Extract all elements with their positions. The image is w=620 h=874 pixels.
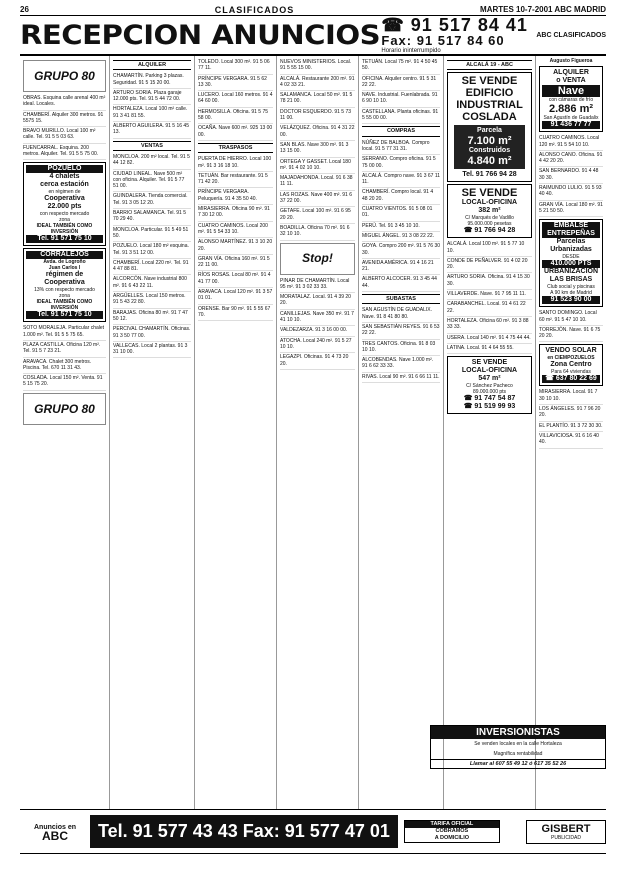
inversionistas-ad <box>430 725 606 769</box>
ad-line: A 90 km de Madrid <box>550 290 592 297</box>
ad-phone: ☎ 91 747 54 87 <box>463 395 516 403</box>
list-item: CHAMARTÍN. Parking 3 plazas. Seguridad. 91 5 15 20 00. <box>113 72 191 89</box>
list-item: ALBERTO AGUILERA. 91 5 16 45 13. <box>113 122 191 139</box>
list-item: RAIMUNDO LULIO. 91 5 93 40 40. <box>539 184 603 201</box>
ad-list <box>23 324 106 390</box>
list-item: PRÍNCIPE VERGARA. 91 5 62 13 30. <box>198 75 273 92</box>
section-heading: VENTAS <box>113 141 191 151</box>
list-item: MONCLOA. Particular. 91 5 49 51 50. <box>113 226 191 243</box>
corralejos-ad <box>23 248 106 322</box>
list-item: CARABANCHEL. Local. 91 4 61 22 22. <box>447 300 532 317</box>
list-item: CHAMBERÍ. Alquiler 300 metros. 91 5575 15. <box>23 111 106 128</box>
list-item: NUEVOS MINISTERIOS. Local. 91 5 55 15 00. <box>280 58 355 75</box>
ad-line: Club social y piscinas <box>547 284 595 291</box>
list-item: VELÁZQUEZ. Oficina. 91 4 31 22 00. <box>280 124 355 141</box>
footer-abc-logo: ABC <box>42 828 68 843</box>
list-item: BOADILLA. Oficina 70 m². 91 6 32 10 10. <box>280 224 355 241</box>
local-oficina-ad <box>447 184 532 238</box>
list-item: PUERTA DE HIERRO. Local 100 m². 91 3 16 18 10. <box>198 155 273 172</box>
list-item: HERMOSILLA. Oficina. 91 5 75 58 00. <box>198 108 273 125</box>
section-heading: ALCALÁ 19 - ABC <box>447 60 532 70</box>
list-item: CUATRO CAMINOS. Local 200 m². 91 5 54 33 10. <box>198 222 273 239</box>
ad-line: IDEAL TAMBIÉN COMO INVERSIÓN <box>36 299 93 312</box>
list-item: HORTALEZA. Local 100 m² calle. 91 3 41 81 55. <box>113 105 191 122</box>
abc-logo: ABC CLASIFICADOS <box>536 31 606 39</box>
list-item: ORENSE. Bar 90 m². 91 5 55 67 70. <box>198 305 273 322</box>
list-item: PLAZA CASTILLA. Oficina 120 m². Tel. 91 5 7 23 21. <box>23 341 106 358</box>
list-item: VILLAVICIOSA. 91 6 16 40 40. <box>539 432 603 449</box>
stop-logo: Stop! <box>280 243 355 275</box>
tarifa-title: TARIFA OFICIAL <box>405 821 499 828</box>
ad-detail-box <box>454 125 525 169</box>
footer-tarifa <box>404 820 500 843</box>
ad-line: IDEAL TAMBIÉN COMO INVERSIÓN <box>36 223 93 236</box>
list-item: CHAMBERÍ. Local 220 m². Tel. 91 4 47 88 81. <box>113 259 191 276</box>
ad-line: 4.840 m² <box>467 155 512 168</box>
list-item: MAJADAHONDA. Local. 91 6 38 11 11. <box>280 174 355 191</box>
inversionistas-line: Magnífica rentabilidad <box>493 751 543 757</box>
masthead <box>20 16 606 56</box>
list-item: SAN SEBASTIÁN REYES. 91 6 53 22 22. <box>362 323 440 340</box>
ad-line: C/ Sánchez Pacheco <box>466 383 513 390</box>
ad-line: Augusto Figueroa <box>549 58 593 64</box>
alquiler-nave-ad <box>539 66 603 132</box>
section-heading: COMPRAS <box>362 126 440 136</box>
footer-phone-fax: Tel. 91 577 43 43 Fax: 91 577 47 01 <box>90 815 398 848</box>
list-item: VILLAVERDE. Nave. 91 7 95 11 11. <box>447 290 532 300</box>
corralejos-title: CORRALEJOS <box>26 251 103 259</box>
ad-line: con cámaras de frío <box>548 97 594 104</box>
ad-line: COSLADA <box>462 111 517 124</box>
list-item: RÍOS ROSAS. Local 80 m². 91 4 41 77 00. <box>198 271 273 288</box>
list-item: CUATRO CAMINOS. Local 120 m². 91 5 54 10 10. <box>539 134 603 151</box>
list-item: PINAR DE CHAMARTÍN. Local 95 m². 91 3 02 33 33. <box>280 277 355 294</box>
ad-line: DESDE <box>562 254 580 261</box>
column-3 <box>195 56 277 809</box>
ad-line: 382 m² <box>478 207 501 215</box>
list-item: ALCALÁ. Compro nave. 91 3 67 11 11. <box>362 172 440 189</box>
ad-line: Avda. de Logroño <box>43 259 86 266</box>
ad-phone: ☎ 637 80 22 69 <box>542 375 600 383</box>
list-item: TOLEDO. Local 300 m². 91 5 06 77 11. <box>198 58 273 75</box>
column-2 <box>110 56 195 809</box>
list-item: PERCIVAL CHAMARTÍN. Oficinas. 91 3 50 77 00. <box>113 325 191 342</box>
inversionistas-title: INVERSIONISTAS <box>431 726 605 739</box>
list-item: ATOCHA. Local 240 m². 91 5 27 10 10. <box>280 337 355 354</box>
classifieds-columns <box>20 56 606 810</box>
list-item: ALONSO CANO. Oficina. 91 4 42 20 20. <box>539 151 603 168</box>
footer-label: Anuncios en <box>33 823 76 831</box>
ad-line: cerca estación <box>40 181 89 189</box>
ad-phone: Tel. 91 571 75 10 <box>26 235 103 243</box>
list-item: ARTURO SORIA. Plaza garaje 12.000 pts. Tel. 91 5 44 72 00. <box>113 89 191 106</box>
list-item: LATINA. Local. 91 4 64 55 55. <box>447 344 532 354</box>
list-item: MIRASIERRA. Oficina 90 m². 91 7 30 12 00. <box>198 205 273 222</box>
ad-phone: Tel. 91 766 94 28 <box>462 171 517 179</box>
inversionistas-phone: Llamar al 607 55 49 12 ó 617 35 52 26 <box>431 759 605 768</box>
list-item: GOYA. Compro 200 m². 91 5 76 30 30. <box>362 242 440 259</box>
ad-line: en régimen de <box>48 189 81 196</box>
grupo80-logo: GRUPO 80 <box>23 393 106 425</box>
ad-line: Urbanizadas <box>550 246 592 254</box>
ad-line: Juan Carlos I <box>48 265 81 272</box>
ad-phone: Tel. 91 571 75 10 <box>26 311 103 319</box>
ad-line: Cooperativa <box>44 195 85 203</box>
list-item: SOTO MORALEJA. Particular chalet 1.000 m². Tel. 91 5 5 75 65. <box>23 324 106 341</box>
section-heading: TRASPASOS <box>198 143 273 153</box>
ad-phone: ☎ 91 519 99 93 <box>463 403 516 411</box>
list-item: GETAFE. Local 100 m². 91 6 95 20 20. <box>280 207 355 224</box>
list-item: VALDEZARZA. 91 3 16 00 00. <box>280 326 355 336</box>
column-7 <box>536 56 606 809</box>
pozuelo-title: POZUELO <box>26 165 103 173</box>
list-item: MORATALAZ. Local. 91 4 39 20 20. <box>280 293 355 310</box>
list-item: MIRASIERRA. Local. 91 7 30 10 10. <box>539 388 603 405</box>
ad-phone: ☎ 91 766 94 28 <box>463 227 516 235</box>
list-item: LUCERO. Local 160 metros. 91 4 64 60 00. <box>198 91 273 108</box>
ad-line: SE VENDE <box>471 359 508 367</box>
gisbert-name: GISBERT <box>541 822 591 835</box>
list-item: PRÍNCIPE VERGARA. Peluquería. 91 4 35 50 40. <box>198 188 273 205</box>
masthead-phones <box>381 16 528 55</box>
list-item: SALAMANCA. Local 50 m². 91 5 78 21 00. <box>280 91 355 108</box>
ad-line: LOCAL-OFICINA <box>461 367 518 375</box>
ad-line: Parcela <box>477 127 502 135</box>
list-item: ARTURO SORIA. Oficina. 91 4 15 30 30. <box>447 273 532 290</box>
inversionistas-sub: Se venden locales en la calle Hortaleza <box>474 741 562 747</box>
ad-line: Para 64 viviendas <box>551 369 591 376</box>
list-item: EL PLANTÍO. 91 3 72 30 30. <box>539 422 603 432</box>
section-title: CLASIFICADOS <box>214 4 295 15</box>
ad-line: en CIEMPOZUELOS <box>547 355 595 362</box>
list-item: CHAMBERÍ. Compro local. 91 4 48 20 20. <box>362 188 440 205</box>
list-item: HORTALEZA. Oficina 60 m². 91 3 88 33 33. <box>447 317 532 334</box>
list-item: ARGÜELLES. Local 150 metros. 91 5 43 22 80. <box>113 292 191 309</box>
column-4 <box>277 56 359 809</box>
list-item: ALCALÁ. Local 100 m². 91 5 77 10 10. <box>447 240 532 257</box>
local-oficina-ad-2 <box>447 356 532 414</box>
ad-line: 89.000.000 pts <box>472 389 507 396</box>
ad-line: URBANIZACIÓN <box>543 268 599 276</box>
list-item: CASTELLANA. Planta oficinas. 91 5 55 00 00. <box>362 108 440 125</box>
list-item: ARAVACA. Chalet 300 metros. Piscina. Tel. 670 11 31 43. <box>23 358 106 375</box>
column-6 <box>444 56 536 809</box>
ad-line: ALQUILER <box>553 69 589 77</box>
ad-phone: 91 436 77 77 <box>542 121 600 129</box>
ad-line: 410.000 PTS <box>542 260 600 268</box>
list-item: COSLADA. Local 150 m². Venta. 91 5 15 75 20. <box>23 374 106 391</box>
ad-line: zona <box>59 293 70 300</box>
list-item: OBRAS. Esquina calle arenal 400 m² ideal. Locales. <box>23 94 106 111</box>
solar-ad <box>539 344 603 386</box>
ad-line: LOCAL-OFICINA <box>461 199 518 207</box>
masthead-title: RECEPCION ANUNCIOS <box>20 19 381 51</box>
list-item: ALCALÁ. Restaurante 200 m². 91 4 02 33 21. <box>280 75 355 92</box>
list-item: TORREJÓN. Nave. 91 6 75 20 20. <box>539 326 603 343</box>
list-item: LOS ÁNGELES. 91 7 96 20 20. <box>539 405 603 422</box>
edificio-industrial-ad <box>447 72 532 182</box>
list-item: DOCTOR ESQUERDO. 91 5 73 11 00. <box>280 108 355 125</box>
list-item: TRES CANTOS. Oficina. 91 8 03 10 10. <box>362 340 440 357</box>
list-item: LEGAZPI. Oficinas. 91 4 73 20 20. <box>280 353 355 370</box>
ad-line: zona <box>59 217 70 224</box>
list-item: BRAVO MURILLO. Local 100 m² calle. Tel. 91 5 5 03 63. <box>23 127 106 144</box>
ad-line: San Agustín de Guadalix <box>543 115 599 122</box>
ad-line: ENTREPEÑAS <box>542 230 600 238</box>
list-item: POZUELO. Local 180 m² esquina. Tel. 91 3 51 12 00. <box>113 242 191 259</box>
ad-line: EMBALSE <box>542 222 600 230</box>
ad-line: Parcelas <box>556 238 586 246</box>
list-item: LAS ROZAS. Nave 400 m². 91 6 37 22 00. <box>280 191 355 208</box>
list-item: MONCLOA. 200 m² local. Tel. 91 5 44 12 82. <box>113 153 191 170</box>
list-item: BARAJAS. Oficina 80 m². 91 7 47 50 12. <box>113 309 191 326</box>
section-heading: SUBASTAS <box>362 294 440 304</box>
ad-line: 7.100 m² <box>467 135 512 148</box>
list-item: AVENIDA AMÉRICA. 91 4 16 21 21. <box>362 259 440 276</box>
phone-note: Horario ininterrumpido <box>381 48 441 55</box>
list-item: CIUDAD LINEAL. Nave 500 m² con oficina. Alquiler. Tel. 91 5 77 51 00. <box>113 170 191 193</box>
list-item: BARRIO SALAMANCA. Tel. 91 5 70 29 40. <box>113 209 191 226</box>
page-number: 26 <box>20 5 29 14</box>
list-item: GUINDALERA. Tienda comercial. Tel. 91 3 05 12 20. <box>113 192 191 209</box>
list-item: RIVAS. Local 90 m². 91 6 66 11 11. <box>362 373 440 383</box>
page-date: MARTES 10-7-2001 ABC MADRID <box>480 5 606 14</box>
ad-line: 4 chalets <box>49 173 80 181</box>
ad-line: con respecto mercado <box>39 211 90 218</box>
list-item: OFICINA. Alquiler centro. 91 5 31 22 22. <box>362 75 440 92</box>
fax-number: Fax: 91 517 84 60 <box>381 33 505 49</box>
list-item: ALONSO MARTÍNEZ. 91 3 10 20 20. <box>198 238 273 255</box>
list-item: PERÚ. Tel. 91 3 45 10 10. <box>362 222 440 232</box>
ad-line: C/ Marqués de Vadillo <box>465 215 514 222</box>
ad-line: SE VENDE <box>461 187 518 200</box>
list-item: CONDE DE PEÑALVER. 91 4 02 20 20. <box>447 257 532 274</box>
grupo80-logo: GRUPO 80 <box>23 60 106 92</box>
ad-line: LAS BRISAS <box>549 276 593 284</box>
section-heading: ALQUILER <box>113 60 191 70</box>
ad-line: o VENTA <box>556 77 586 85</box>
pozuelo-ad <box>23 162 106 246</box>
gisbert-sub: PUBLICIDAD <box>550 834 581 841</box>
tarifa-line: A DOMICILIO <box>434 835 470 841</box>
list-item: VALLECAS. Local 2 plantas. 91 3 31 10 00. <box>113 342 191 359</box>
list-item: NÚÑEZ DE BALBOA. Compro local. 91 5 77 31 31. <box>362 139 440 156</box>
list-item: SAN BLAS. Nave 300 m². 91 3 13 15 00. <box>280 141 355 158</box>
ad-line: 547 m² <box>478 375 501 383</box>
ad-line: VENDO SOLAR <box>545 347 597 355</box>
list-item: NAVE. Industrial. Fuenlabrada. 91 6 90 10 10. <box>362 91 440 108</box>
list-item: OCAÑA. Nave 600 m². 925 13 00 00. <box>198 124 273 141</box>
list-item: ORTEGA Y GASSET. Local 180 m². 91 4 02 10 10. <box>280 158 355 175</box>
list-item: SAN AGUSTÍN DE GUADALIX. Nave. 91 8 41 80 80. <box>362 306 440 323</box>
list-item: CANILLEJAS. Nave 350 m². 91 7 41 10 10. <box>280 310 355 327</box>
footer-bar <box>20 810 606 854</box>
list-item: CUATRO VIENTOS. 91 5 08 01 01. <box>362 205 440 222</box>
list-item: ALBERTO ALCOCER. 91 3 45 44 44. <box>362 275 440 292</box>
ad-line: EDIFICIO <box>465 87 514 100</box>
list-item: TETUÁN. Local 75 m². 91 4 50 45 50. <box>362 58 440 75</box>
ad-line: 22.000 pts <box>47 203 82 211</box>
ad-line: régimen de Cooperativa <box>44 271 85 287</box>
list-item: GRAN VÍA. Local 180 m². 91 5 21 50 50. <box>539 201 603 218</box>
column-1 <box>20 56 110 809</box>
footer-abc-box <box>20 823 90 841</box>
ad-list <box>23 94 106 160</box>
list-item: TETUÁN. Bar restaurante. 91 5 71 42 20. <box>198 172 273 189</box>
column-5 <box>359 56 444 809</box>
phone-number: ☎ 91 517 84 41 <box>381 14 528 35</box>
list-item: GRAN VÍA. Oficina 160 m². 91 5 22 11 00. <box>198 255 273 272</box>
tarifa-line: COBRAMOS <box>435 828 469 834</box>
list-item: ARAVACA. Local 120 m². 91 3 57 01 01. <box>198 288 273 305</box>
entrepenas-ad <box>539 219 603 307</box>
ad-line: 95.000.000 pesetas <box>467 221 512 228</box>
list-item: ALCORCÓN. Nave industrial 800 m². 91 6 43 22 11. <box>113 275 191 292</box>
ad-line: 13% con respecto mercado <box>34 287 95 294</box>
ad-line: INDUSTRIAL <box>456 99 523 112</box>
list-item: USERA. Local 140 m². 91 4 75 44 44. <box>447 334 532 344</box>
list-item: MIGUEL ÁNGEL. 91 3 08 22 22. <box>362 232 440 242</box>
ad-line: 2.886 m² <box>548 103 594 116</box>
ad-line: Nave <box>542 85 600 97</box>
ad-phone: 91 523 90 00 <box>542 296 600 304</box>
list-item: SAN BERNARDO. 91 4 48 30 30. <box>539 167 603 184</box>
list-item: ALCOBENDAS. Nave 1.000 m². 91 6 62 33 33. <box>362 356 440 373</box>
list-item: SANTO DOMINGO. Local 60 m². 91 5 47 10 10. <box>539 309 603 326</box>
list-item: SERRANO. Compro oficina. 91 5 75 00 00. <box>362 155 440 172</box>
gisbert-logo <box>526 820 606 844</box>
list-item: FUENCARRAL. Esquina. 200 metros. Alquiler. Tel. 91 5 5 75 00. <box>23 144 106 161</box>
ad-line: Construidos <box>468 147 511 155</box>
ad-line: Zona Centro <box>550 361 592 369</box>
ad-line: SE VENDE <box>461 75 518 88</box>
